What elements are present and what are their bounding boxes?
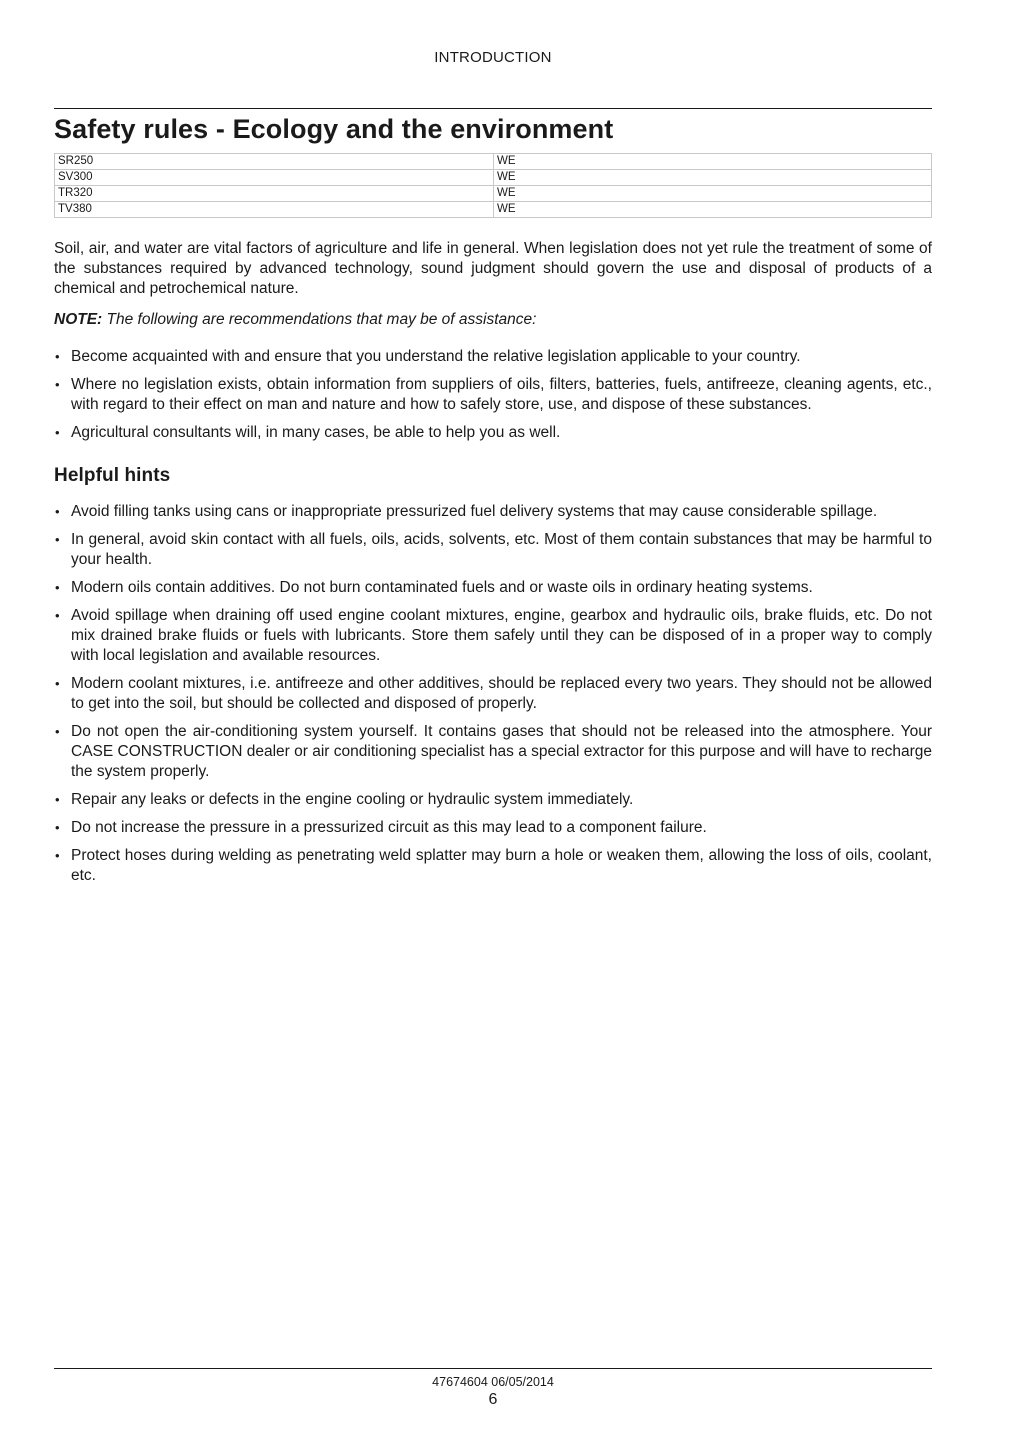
note-paragraph — [54, 310, 932, 330]
table-row — [55, 186, 932, 202]
list-item: • Become acquainted with and ensure that you understand the relative legislation applicable to your country. — [54, 347, 932, 367]
list-item: • In general, avoid skin contact with all fuels, oils, acids, solvents, etc. Most of them contain substances that may be harmful to your health. — [54, 530, 932, 570]
list-item: • Where no legislation exists, obtain information from suppliers of oils, filters, batteries, fuels, antifreeze, cleaning agents, etc., with regard to their effect on man and nature and how to safely store, use, and dispose of these substances. — [54, 375, 932, 415]
note-label: NOTE: — [54, 311, 103, 328]
list-item: • Do not open the air-conditioning system yourself. It contains gases that should not be released into the atmosphere. Your CASE CONSTRUCTION dealer or air conditioning specialist has a special extractor for this purpose and will have to recharge the system properly. — [54, 722, 932, 782]
region-cell: WE — [494, 202, 932, 218]
header-rule — [54, 108, 932, 109]
list-item: • Modern coolant mixtures, i.e. antifreeze and other additives, should be replaced every two years. They should not be allowed to get into the soil, but should be collected and disposed of properly. — [54, 674, 932, 714]
intro-paragraph: Soil, air, and water are vital factors of agriculture and life in general. When legislation does not yet rule the treatment of some of the substances required by advanced technology, sound judgment should govern the use and disposal of products of a chemical and petrochemical nature. — [54, 240, 932, 297]
region-cell: WE — [494, 186, 932, 202]
helpful-hints-heading: Helpful hints — [54, 465, 171, 486]
list-item: • Do not increase the pressure in a pressurized circuit as this may lead to a component failure. — [54, 818, 932, 838]
body-content — [54, 239, 932, 894]
page-title: Safety rules - Ecology and the environment — [54, 114, 614, 144]
model-cell: TV380 — [55, 202, 494, 218]
helpful-hints-list — [54, 502, 932, 886]
list-item: • Avoid filling tanks using cans or inappropriate pressurized fuel delivery systems that may cause considerable spillage. — [54, 502, 932, 522]
footer-rule — [54, 1368, 932, 1369]
model-cell: SR250 — [55, 154, 494, 170]
recommendations-list — [54, 347, 932, 443]
region-cell: WE — [494, 170, 932, 186]
model-table — [54, 153, 932, 218]
list-item: • Protect hoses during welding as penetrating weld splatter may burn a hole or weaken them, allowing the loss of oils, coolant, etc. — [54, 846, 932, 886]
list-item: • Avoid spillage when draining off used engine coolant mixtures, engine, gearbox and hydraulic oils, brake fluids, etc. Do not mix drained brake fluids or fuels with lubricants. Store them safely until they can be disposed of in a proper way to comply with local legislation and available resources. — [54, 606, 932, 666]
region-cell: WE — [494, 154, 932, 170]
table-row — [55, 154, 932, 170]
list-item: • Modern oils contain additives. Do not burn contaminated fuels and or waste oils in ordinary heating systems. — [54, 578, 932, 598]
page-number: 6 — [488, 1391, 498, 1408]
note-text: The following are recommendations that may be of assistance: — [106, 311, 537, 328]
table-row — [55, 170, 932, 186]
list-item: • Repair any leaks or defects in the engine cooling or hydraulic system immediately. — [54, 790, 932, 810]
running-header: INTRODUCTION — [434, 49, 552, 66]
model-cell: SV300 — [55, 170, 494, 186]
list-item: • Agricultural consultants will, in many cases, be able to help you as well. — [54, 423, 932, 443]
document-code: 47674604 06/05/2014 — [432, 1375, 554, 1389]
model-cell: TR320 — [55, 186, 494, 202]
table-row — [55, 202, 932, 218]
